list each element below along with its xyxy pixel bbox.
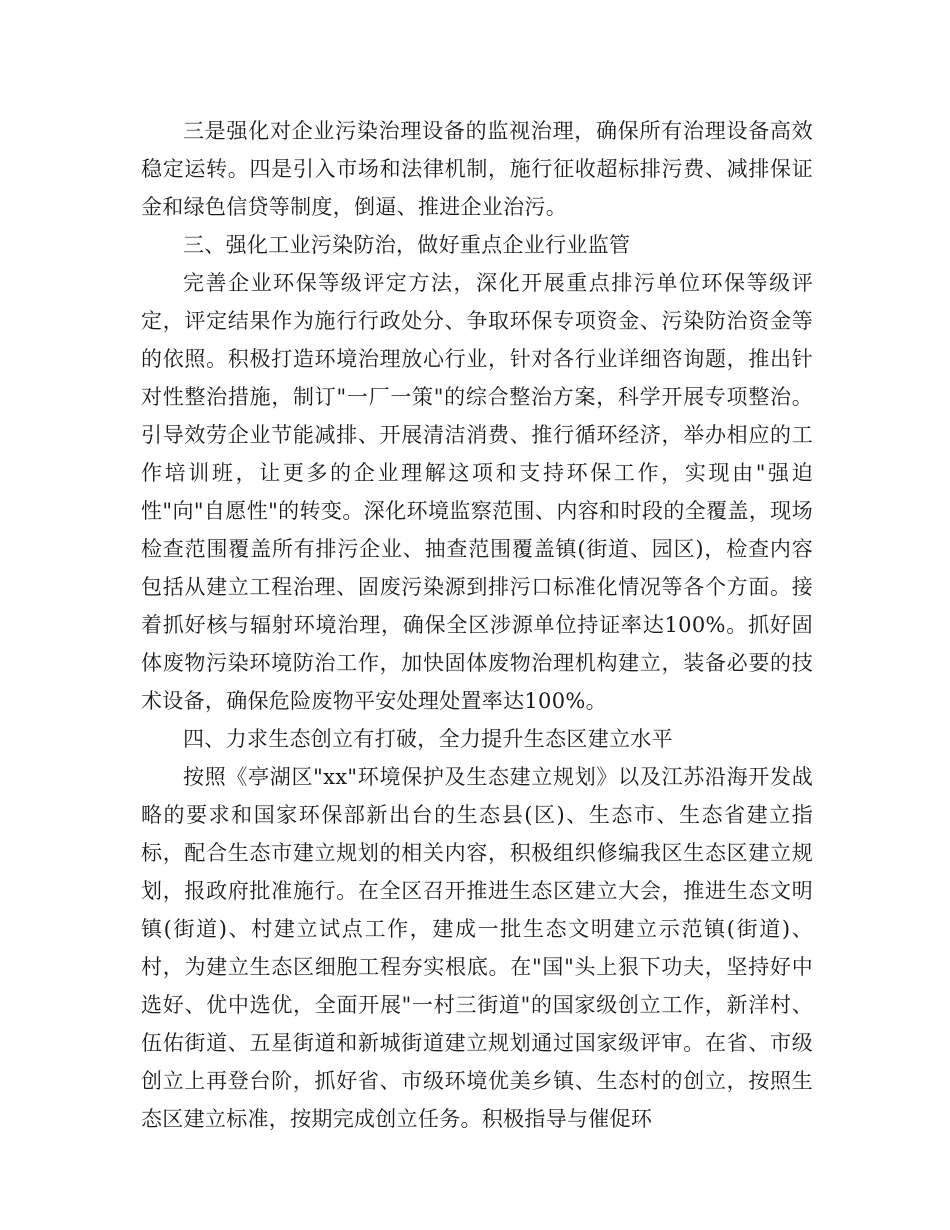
section-heading-ecological-creation: 四、力求生态创立有打破，全力提升生态区建立水平 bbox=[183, 727, 673, 751]
paragraph-pollution-equipment: 三是强化对企业污染治理设备的监视治理，确保所有治理设备高效稳定运转。四是引入市场和法律机制，施行征收超标排污费、减排保证金和绿色信贷等制度，倒逼、推进企业治污。 bbox=[141, 119, 813, 219]
paragraph-enterprise-rating: 完善企业环保等级评定方法，深化开展重点排污单位环保等级评定，评定结果作为施行行政处分、争取环保专项资金、污染防治资金等的依照。积极打造环境治理放心行业，针对各行业详细咨询题，推出针对性整治措施，制订"一厂一策"的综合整治方案，科学开展专项整治。引导效劳企业节能减排、开展清洁消费、推行循环经济，举办相应的工作培训班，让更多的企业理解这项和支持环保工作，实现由"强迫性"向"自愿性"的转变。深化环境监察范围、内容和时段的全覆盖，现场检查范围覆盖所有排污企业、抽查范围覆盖镇(街道、园区)，检查内容包括从建立工程治理、固废污染源到排污口标准化情况等各个方面。接着抓好核与辐射环境治理，确保全区涉源单位持证率达100%。抓好固体废物污染环境防治工作，加快固体废物治理机构建立，装备必要的技术设备，确保危险废物平安处理处置率达100%。 bbox=[141, 271, 813, 713]
document-body bbox=[141, 112, 813, 1138]
section-heading-industrial-pollution: 三、强化工业污染防治，做好重点企业行业监管 bbox=[183, 233, 631, 257]
paragraph-ecological-planning: 按照《亭湖区"xx"环境保护及生态建立规划》以及江苏沿海开发战略的要求和国家环保部新出台的生态县(区)、生态市、生态省建立指标，配合生态市建立规划的相关内容，积极组织修编我区生态区建立规划，报政府批准施行。在全区召开推进生态区建立大会，推进生态文明镇(街道)、村建立试点工作，建成一批生态文明建立示范镇(街道)、村，为建立生态区细胞工程夯实根底。在"国"头上狠下功夫，坚持好中选好、优中选优，全面开展"一村三街道"的国家级创立工作，新洋村、伍佑街道、五星街道和新城街道建立规划通过国家级评审。在省、市级创立上再登台阶，抓好省、市级环境优美乡镇、生态村的创立，按照生态区建立标准，按期完成创立任务。积极指导与催促环 bbox=[141, 765, 813, 1131]
